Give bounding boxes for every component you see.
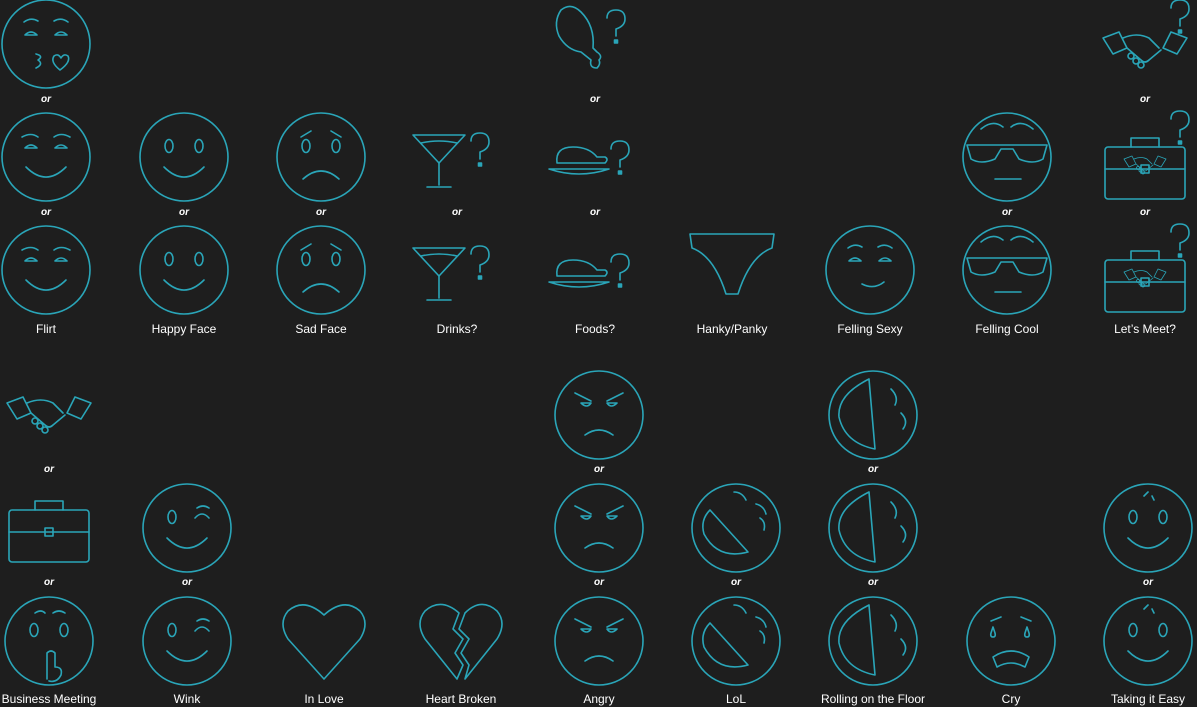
- happy-face-icon: [136, 111, 232, 203]
- emoticon-label: In Love: [304, 692, 344, 706]
- cocktail-question-icon: [409, 224, 505, 316]
- briefcase-handshake-question-icon: [1097, 224, 1193, 316]
- emoticon-label: Felling Cool: [975, 322, 1039, 336]
- sexy-face-icon: [822, 224, 918, 316]
- thinking-face-icon: [1, 595, 97, 687]
- happy-face-icon: [136, 224, 232, 316]
- drumstick-question-icon: [547, 0, 643, 90]
- emoticon-label: Cry: [1001, 692, 1021, 706]
- emoticon-label: Hanky/Panky: [696, 322, 768, 336]
- easy-face-icon: [1100, 595, 1196, 687]
- or-separator: or: [1140, 94, 1150, 105]
- or-separator: or: [182, 577, 192, 588]
- emoticon-label: Wink: [173, 692, 201, 706]
- emoticon-label: Flirt: [36, 322, 56, 336]
- emoticon-label: Let’s Meet?: [1114, 322, 1176, 336]
- emoticon-label: LoL: [725, 692, 747, 706]
- emoticon-label: Sad Face: [295, 322, 347, 336]
- handshake-question-icon: [1097, 0, 1193, 90]
- crying-face-icon: [963, 595, 1059, 687]
- rolling-face-icon: [825, 369, 921, 461]
- rolling-face-icon: [825, 595, 921, 687]
- laughing-face-icon: [688, 482, 784, 574]
- or-separator: or: [594, 577, 604, 588]
- or-separator: or: [868, 577, 878, 588]
- laughing-face-icon: [688, 595, 784, 687]
- or-separator: or: [44, 577, 54, 588]
- or-separator: or: [1002, 207, 1012, 218]
- sunglasses-face-icon: [959, 224, 1055, 316]
- underwear-icon: [684, 224, 780, 316]
- emoticon-label: Heart Broken: [425, 692, 497, 706]
- or-separator: or: [868, 464, 878, 475]
- sunglasses-face-icon: [959, 111, 1055, 203]
- easy-face-icon: [1100, 482, 1196, 574]
- cocktail-question-icon: [409, 111, 505, 203]
- emoticon-label: Drinks?: [436, 322, 478, 336]
- or-separator: or: [590, 207, 600, 218]
- emoticon-label: Business Meeting: [1, 692, 97, 706]
- or-separator: or: [1143, 577, 1153, 588]
- kiss-heart-face-icon: [0, 0, 94, 90]
- briefcase-icon: [1, 482, 97, 574]
- or-separator: or: [44, 464, 54, 475]
- emoticon-label: Foods?: [574, 322, 616, 336]
- rolling-face-icon: [825, 482, 921, 574]
- sad-face-icon: [273, 224, 369, 316]
- flirt-face-icon: [0, 111, 94, 203]
- or-separator: or: [594, 464, 604, 475]
- roast-plate-question-icon: [547, 224, 643, 316]
- angry-face-icon: [551, 595, 647, 687]
- sad-face-icon: [273, 111, 369, 203]
- or-separator: or: [316, 207, 326, 218]
- briefcase-handshake-question-icon: [1097, 111, 1193, 203]
- emoticon-label: Happy Face: [151, 322, 217, 336]
- angry-face-icon: [551, 369, 647, 461]
- or-separator: or: [452, 207, 462, 218]
- or-separator: or: [41, 207, 51, 218]
- flirt-face-icon: [0, 224, 94, 316]
- or-separator: or: [1140, 207, 1150, 218]
- emoticon-label: Felling Sexy: [837, 322, 903, 336]
- emoticon-label: Rolling on the Floor: [820, 692, 926, 706]
- or-separator: or: [731, 577, 741, 588]
- angry-face-icon: [551, 482, 647, 574]
- handshake-icon: [1, 369, 97, 461]
- emoticon-label: Angry: [583, 692, 615, 706]
- wink-face-icon: [139, 482, 235, 574]
- or-separator: or: [179, 207, 189, 218]
- roast-plate-question-icon: [547, 111, 643, 203]
- broken-heart-icon: [413, 595, 509, 687]
- emoticon-label: Taking it Easy: [1110, 692, 1186, 706]
- wink-face-icon: [139, 595, 235, 687]
- or-separator: or: [590, 94, 600, 105]
- heart-icon: [276, 595, 372, 687]
- or-separator: or: [41, 94, 51, 105]
